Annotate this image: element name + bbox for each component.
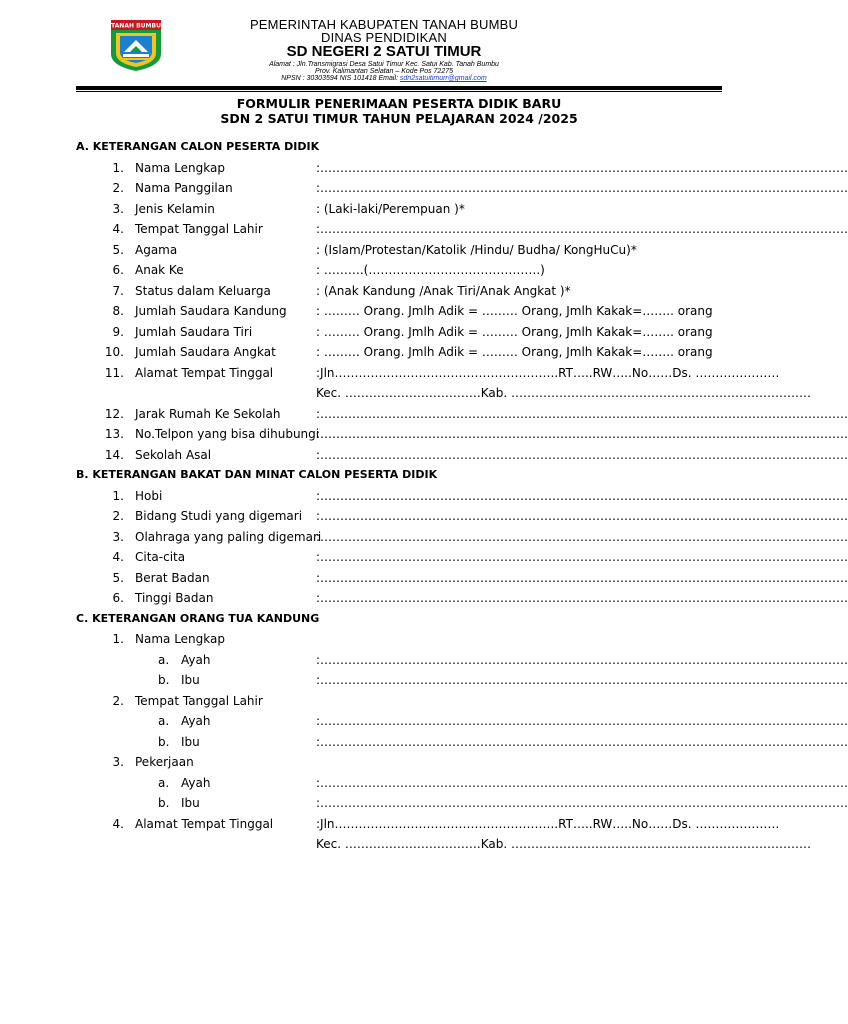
fill-in-field[interactable]: Kec. …………………………….Kab. …………………………………………………………………	[316, 386, 811, 400]
fill-in-field[interactable]: :……………………………………………………………………………………………………………………	[316, 652, 848, 667]
field-label: Alamat Tempat Tinggal	[135, 816, 274, 831]
form-row	[76, 837, 811, 853]
sub-letter: b.	[158, 673, 170, 687]
form-row	[76, 755, 722, 771]
fill-in-field[interactable]: :……………………………………………………………………………………………………………………	[316, 570, 848, 585]
fill-in-field[interactable]: :……………………………………………………………………………………………………………………	[316, 775, 848, 790]
form-row	[76, 632, 722, 648]
sub-label: Ayah	[181, 652, 211, 667]
form-row	[76, 222, 848, 238]
fill-in-field[interactable]: : (Anak Kandung /Anak Tiri/Anak Angkat )*	[316, 283, 571, 298]
field-label: Jumlah Saudara Angkat	[135, 345, 276, 359]
row-number: 3.	[112, 755, 124, 769]
sub-label: Ibu	[181, 734, 200, 749]
row-number: 5.	[112, 242, 124, 257]
row-number: 6.	[112, 591, 124, 605]
row-number: 3.	[112, 529, 124, 544]
row-number: 13.	[104, 427, 124, 441]
fill-in-field[interactable]: : ……….(…………………………………….)	[316, 263, 545, 277]
form-row	[76, 181, 848, 197]
sub-letter: a.	[158, 652, 170, 667]
row-number: 1.	[112, 632, 124, 646]
form-row	[76, 714, 848, 730]
field-label: Tempat Tanggal Lahir	[135, 222, 263, 236]
row-number: 14.	[104, 447, 124, 462]
form-row	[76, 550, 848, 566]
row-number: 1.	[112, 160, 124, 175]
form-row	[76, 447, 848, 464]
field-label: Berat Badan	[135, 570, 210, 585]
sub-label: Ayah	[181, 775, 211, 790]
npsn-text: NPSN : 30303594 NIS 101418 Email:	[281, 75, 400, 82]
field-label: No.Telpon yang bisa dihubungi	[135, 427, 320, 441]
fill-in-field[interactable]: Kec. …………………………….Kab. …………………………………………………………………	[316, 837, 811, 851]
field-label: Hobi	[135, 488, 163, 503]
field-label: Nama Panggilan	[135, 181, 233, 195]
form-row	[76, 325, 722, 341]
row-number: 1.	[112, 488, 124, 503]
sub-label: Ibu	[181, 796, 200, 810]
row-number: 6.	[112, 263, 124, 277]
field-label: Jumlah Saudara Tiri	[135, 324, 253, 339]
fill-in-field[interactable]: :……………………………………………………………………………………………………………………	[316, 714, 848, 728]
fill-in-field[interactable]: :……………………………………………………………………………………………………………………	[316, 406, 848, 421]
row-number: 5.	[112, 570, 124, 585]
field-label: Nama Lengkap	[135, 632, 225, 646]
row-number: 2.	[112, 509, 124, 523]
field-label: Sekolah Asal	[135, 447, 212, 462]
fill-in-field[interactable]: : (Islam/Protestan/Katolik /Hindu/ Budha/ KongHuCu)*	[316, 242, 637, 257]
fill-in-field[interactable]: :……………………………………………………………………………………………………………………	[316, 222, 848, 236]
fill-in-field[interactable]: :……………………………………………………………………………………………………………………	[316, 509, 848, 523]
form-row	[76, 570, 848, 587]
row-number: 8.	[112, 304, 124, 318]
field-label: Agama	[135, 242, 178, 257]
fill-in-field[interactable]: :……………………………………………………………………………………………………………………	[316, 673, 848, 687]
fill-in-field[interactable]: :……………………………………………………………………………………………………………………	[316, 734, 848, 749]
sub-letter: b.	[158, 734, 170, 749]
field-label: Tempat Tanggal Lahir	[135, 693, 263, 708]
fill-in-field[interactable]: :……………………………………………………………………………………………………………………	[316, 447, 848, 462]
row-number: 11.	[104, 365, 124, 380]
fill-in-field[interactable]: :Jln………………………………………………..RT…..RW…..No……Ds. …………………	[316, 816, 780, 831]
form-row	[76, 775, 848, 792]
row-number: 10.	[104, 345, 124, 359]
section-heading: A. KETERANGAN CALON PESERTA DIDIK	[76, 140, 320, 153]
field-label: Jumlah Saudara Kandung	[135, 304, 287, 318]
field-label: Status dalam Keluarga	[135, 283, 271, 298]
form-row	[76, 202, 722, 218]
field-label: Nama Lengkap	[135, 160, 225, 175]
row-number: 7.	[112, 283, 124, 298]
form-row	[76, 694, 722, 710]
sub-letter: b.	[158, 796, 170, 810]
form-row	[76, 263, 722, 279]
form-row	[76, 304, 722, 320]
section-heading: C. KETERANGAN ORANG TUA KANDUNG	[76, 611, 320, 625]
fill-in-field[interactable]: :……………………………………………………………………………………………………………………	[316, 181, 848, 195]
row-number: 3.	[112, 201, 124, 216]
field-label: Anak Ke	[135, 263, 184, 277]
row-number: 12.	[104, 406, 124, 421]
field-label: Alamat Tempat Tinggal	[135, 365, 274, 380]
school-province: Prov. Kalimantan Selatan – Kode Pos 72275	[314, 68, 454, 75]
school-address: Alamat : Jln.Transmigrasi Desa Satui Timur Kec. Satui Kab. Tanah Bumbu	[269, 61, 499, 68]
fill-in-field[interactable]: :……………………………………………………………………………………………………………………	[316, 427, 848, 441]
fill-in-field[interactable]: :Jln………………………………………………..RT…..RW…..No……Ds. …………………	[316, 365, 780, 380]
form-row	[76, 816, 780, 833]
row-number: 9.	[112, 324, 124, 339]
form-row	[76, 529, 848, 546]
field-label: Tinggi Badan	[135, 591, 214, 605]
form-subtitle: SDN 2 SATUI TIMUR TAHUN PELAJARAN 2024 /2025	[220, 111, 578, 126]
school-name: SD NEGERI 2 SATUI TIMUR	[286, 43, 482, 60]
department-name: DINAS PENDIDIKAN	[320, 30, 447, 45]
row-number: 4.	[112, 816, 124, 831]
field-label: Jenis Kelamin	[135, 201, 215, 216]
form-row	[76, 160, 848, 177]
fill-in-field[interactable]: : (Laki-laki/Perempuan )*	[316, 201, 465, 216]
row-number: 4.	[112, 550, 124, 564]
header-divider	[76, 86, 722, 90]
form-row	[76, 365, 780, 382]
field-label: Pekerjaan	[135, 755, 194, 769]
sub-letter: a.	[158, 714, 170, 728]
form-row	[76, 652, 848, 669]
row-number: 4.	[112, 222, 124, 236]
sub-label: Ayah	[181, 714, 211, 728]
fill-in-field[interactable]: :……………………………………………………………………………………………………………………	[316, 550, 848, 564]
form-row	[76, 734, 848, 751]
government-name: PEMERINTAH KABUPATEN TANAH BUMBU	[249, 17, 519, 32]
form-row	[76, 509, 848, 525]
form-row	[76, 673, 848, 689]
field-label: Cita-cita	[135, 550, 186, 564]
form-row	[76, 386, 811, 402]
field-label: Jarak Rumah Ke Sekolah	[135, 406, 281, 421]
fill-in-field[interactable]: : ……… Orang. Jmlh Adik = ……… Orang, Jmlh Kakak=…….. orang	[316, 324, 713, 339]
logo-text: TANAH BUMBU	[111, 22, 161, 30]
row-number: 2.	[112, 181, 124, 195]
fill-in-field[interactable]: :……………………………………………………………………………………………………………………	[316, 591, 848, 605]
form-row	[76, 345, 722, 361]
fill-in-field[interactable]: :……………………………………………………………………………………………………………………	[316, 796, 848, 810]
form-row	[76, 796, 848, 812]
form-row	[76, 427, 848, 443]
field-label: Bidang Studi yang digemari	[135, 509, 303, 523]
form-row	[76, 243, 722, 259]
sub-letter: a.	[158, 775, 170, 790]
fill-in-field[interactable]: :……………………………………………………………………………………………………………………	[316, 160, 848, 175]
row-number: 2.	[112, 693, 124, 708]
fill-in-field[interactable]: :……………………………………………………………………………………………………………………	[316, 488, 848, 503]
sub-label: Ibu	[181, 673, 200, 687]
form-row	[76, 591, 848, 607]
form-title: FORMULIR PENERIMAAN PESERTA DIDIK BARU	[236, 96, 562, 111]
fill-in-field[interactable]: : ……… Orang. Jmlh Adik = ……… Orang, Jmlh Kakak=…….. orang	[316, 345, 713, 359]
fill-in-field[interactable]: : ……… Orang. Jmlh Adik = ……… Orang, Jmlh Kakak=…….. orang	[316, 304, 713, 318]
form-row	[76, 406, 848, 423]
header-divider-thin	[76, 91, 722, 92]
email-link[interactable]: sdn2satuitimurr@gmail.com	[399, 75, 487, 82]
school-contact	[190, 75, 578, 82]
field-label: Olahraga yang paling digemari	[135, 529, 322, 544]
form-row	[76, 488, 848, 505]
tanah-bumbu-emblem-icon	[108, 18, 164, 72]
form-row	[76, 284, 722, 300]
section-heading: B. KETERANGAN BAKAT DAN MINAT CALON PESERTA DIDIK	[76, 468, 438, 481]
fill-in-field[interactable]: :……………………………………………………………………………………………………………………	[316, 529, 848, 544]
